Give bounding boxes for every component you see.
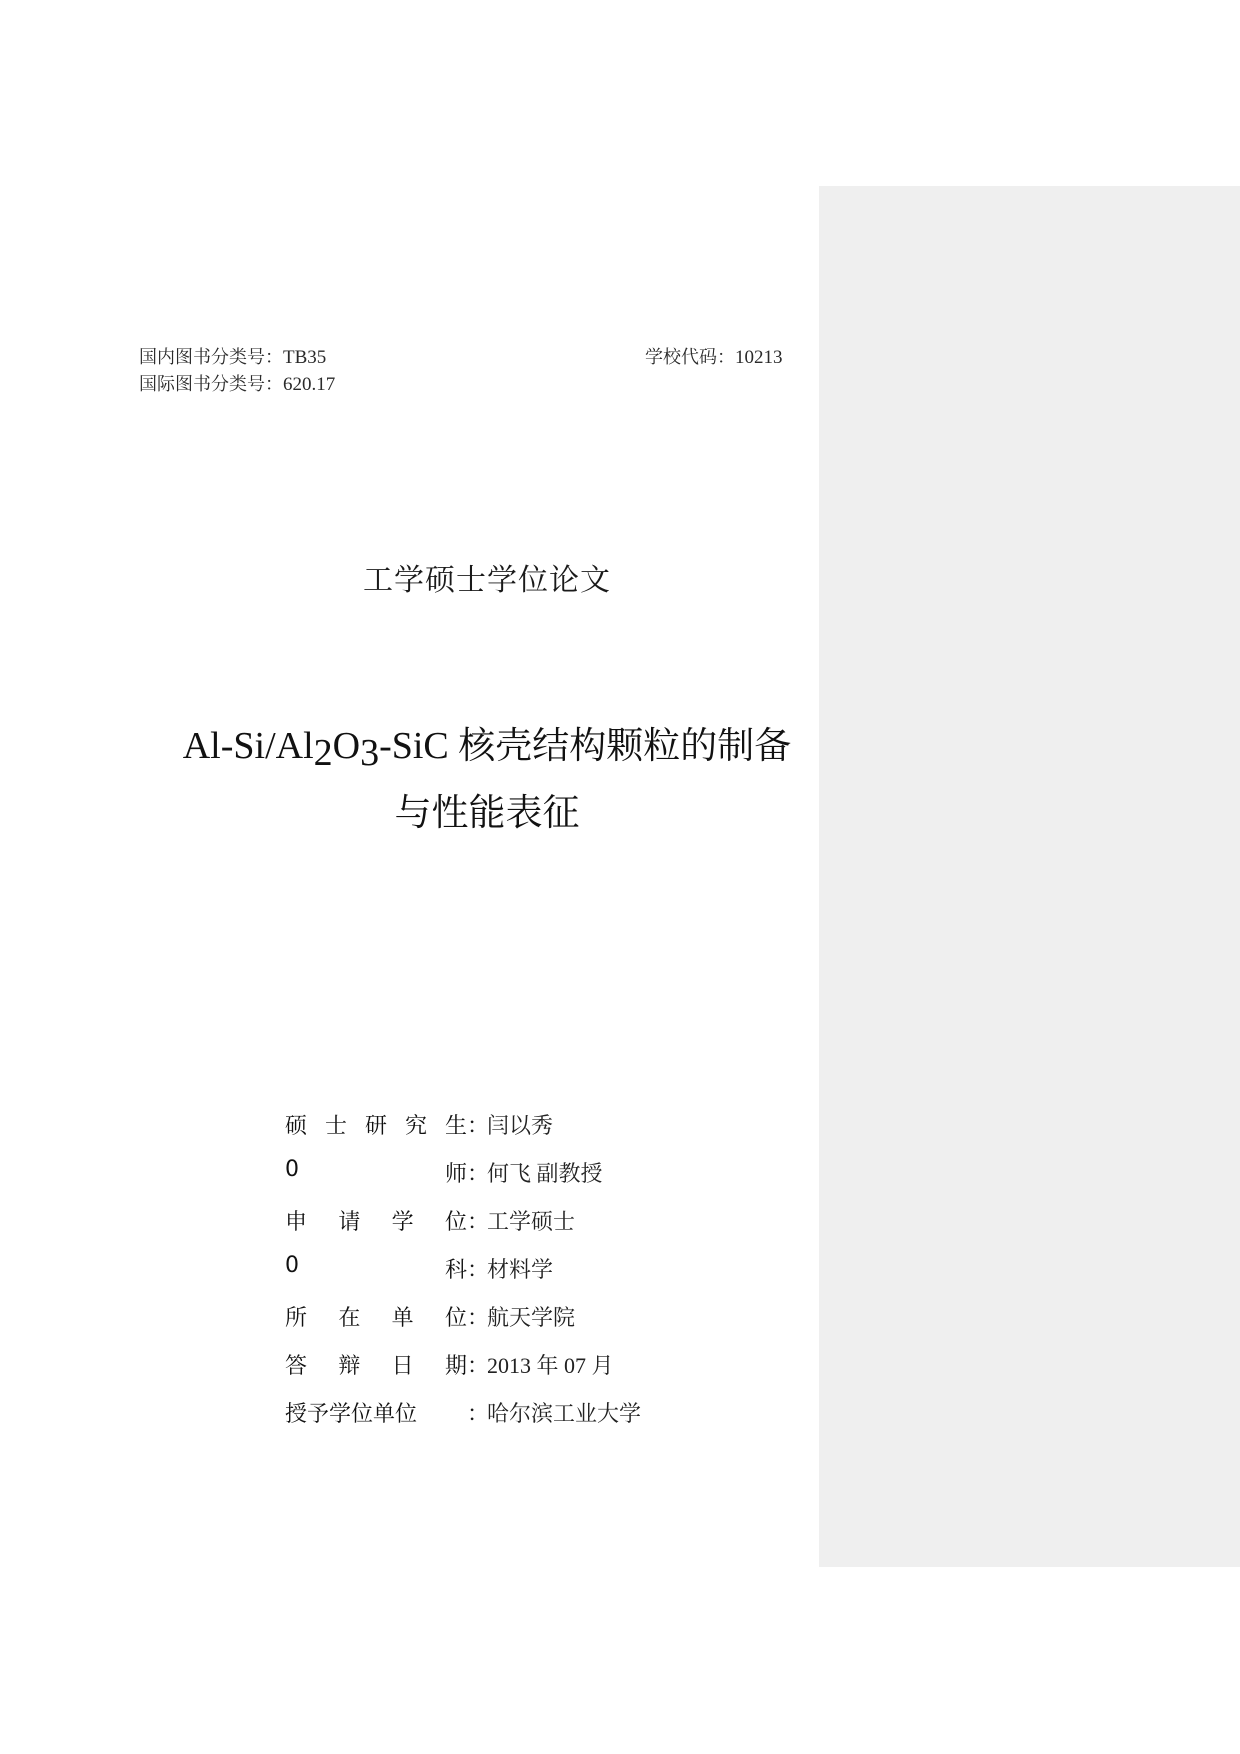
international-classification-label: 国际图书分类号 — [139, 374, 265, 395]
label-char: 在 — [338, 1305, 361, 1331]
domestic-classification — [139, 343, 326, 369]
label-char: 科 — [444, 1257, 467, 1283]
label-char: 答 — [285, 1353, 308, 1379]
label-char: 位 — [444, 1305, 467, 1331]
label-char: 位 — [444, 1209, 467, 1235]
label-char: 研 — [364, 1113, 387, 1139]
label-char: 究 — [404, 1113, 427, 1139]
colon: ： — [467, 1305, 490, 1331]
label-char: 日 — [391, 1353, 414, 1379]
international-classification — [139, 370, 335, 396]
label-char: 生 — [444, 1113, 467, 1139]
unit-value: 航天学院 — [487, 1304, 576, 1330]
defense-date-label — [285, 1349, 467, 1380]
international-classification-value: 620.17 — [283, 374, 336, 395]
label-char: 硕 — [285, 1113, 308, 1139]
student-label — [285, 1109, 467, 1140]
title-formula-part-2: O — [332, 725, 361, 767]
degree-value: 工学硕士 — [487, 1208, 576, 1234]
thesis-info-block — [285, 1100, 641, 1436]
title-subscript-2: 3 — [360, 732, 380, 774]
colon: ： — [265, 347, 283, 368]
degree-label — [285, 1205, 467, 1236]
title-cjk-part: 核壳结构颗粒的制备 — [458, 724, 792, 767]
colon: ： — [717, 347, 735, 368]
label-char: 请 — [338, 1209, 361, 1235]
advisor-label — [285, 1157, 467, 1188]
colon: ： — [467, 1113, 490, 1139]
colon: ： — [467, 1401, 490, 1427]
discipline-label — [285, 1253, 467, 1284]
label-char: 师 — [444, 1161, 467, 1187]
colon: ： — [467, 1257, 490, 1283]
colon: ： — [265, 374, 283, 395]
grantor-label — [285, 1397, 467, 1428]
label-char: 单 — [391, 1305, 414, 1331]
advisor-value: 何飞 副教授 — [487, 1160, 603, 1186]
school-code-value: 10213 — [735, 347, 783, 368]
grantor-value: 哈尔滨工业大学 — [487, 1400, 642, 1426]
student-value: 闫以秀 — [487, 1112, 554, 1138]
domestic-classification-label: 国内图书分类号 — [139, 347, 265, 368]
discipline-value: 材料学 — [487, 1256, 554, 1282]
info-row-grantor — [285, 1388, 641, 1436]
colon: ： — [467, 1209, 490, 1235]
label-char: 所 — [285, 1305, 308, 1331]
label-char: 期 — [444, 1353, 467, 1379]
title-formula-part-3: -SiC — [379, 725, 459, 767]
label-char: 0 — [285, 1156, 299, 1182]
title-formula-part-1: Al-Si/Al — [182, 725, 314, 767]
info-row-degree — [285, 1196, 641, 1244]
info-row-defense-date — [285, 1340, 641, 1388]
info-row-unit — [285, 1292, 641, 1340]
label-char: 士 — [324, 1113, 347, 1139]
defense-date-value: 2013 年 07 月 — [487, 1352, 614, 1378]
label-char: 辩 — [338, 1353, 361, 1379]
title-subscript-1: 2 — [313, 732, 333, 774]
info-row-discipline — [285, 1244, 641, 1292]
label-char: 0 — [285, 1252, 299, 1278]
school-code — [645, 343, 783, 369]
thesis-title-line-1 — [0, 715, 974, 774]
colon: ： — [467, 1161, 490, 1187]
label-char: 申 — [285, 1209, 308, 1235]
info-row-student — [285, 1100, 641, 1148]
domestic-classification-value: TB35 — [283, 347, 327, 368]
label-text: 授予学位单位 — [285, 1401, 418, 1427]
title-line-2-text: 与性能表征 — [394, 791, 580, 834]
thesis-title-line-2 — [0, 782, 974, 836]
info-row-advisor — [285, 1148, 641, 1196]
colon: ： — [467, 1353, 490, 1379]
degree-type-heading: 工学硕士学位论文 — [363, 563, 611, 598]
label-char: 学 — [391, 1209, 414, 1235]
school-code-label: 学校代码 — [645, 347, 717, 368]
side-margin-panel — [819, 186, 1240, 1567]
unit-label — [285, 1301, 467, 1332]
